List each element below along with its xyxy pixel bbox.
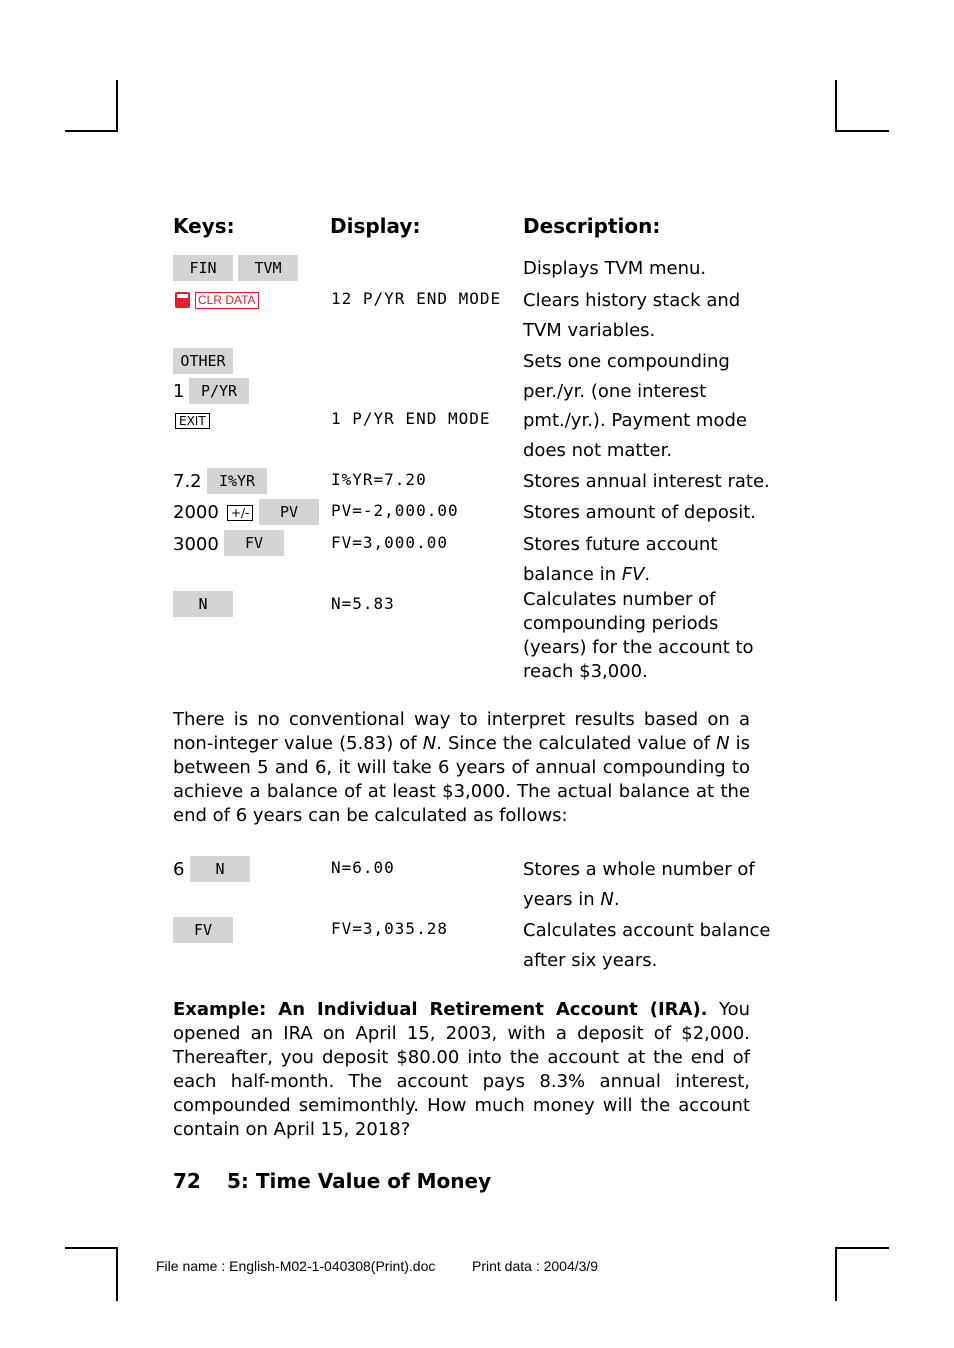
description-text: TVM variables. bbox=[523, 320, 656, 341]
description-text: compounding periods bbox=[523, 613, 719, 634]
description-text: does not matter. bbox=[523, 440, 673, 461]
page-number: 72 bbox=[173, 1169, 201, 1193]
description-text: balance in FV. bbox=[523, 564, 651, 585]
display-readout: PV=-2,000.00 bbox=[331, 501, 459, 520]
crop-mark-bottom-right-v bbox=[835, 1247, 837, 1301]
pv-key: PV bbox=[259, 499, 319, 525]
crop-mark-bottom-right-h bbox=[835, 1247, 889, 1249]
display-readout: I%YR=7.20 bbox=[331, 470, 427, 489]
n-key: N bbox=[190, 856, 250, 882]
body-paragraph: There is no conventional way to interpret results based on a non-integer value (5.83) of N. Since the calculated value of N is between 5 and 6, it will take 6 years of annual compounding to achieve a balance of at least $3,000. The actual balance at the end of 6 years can be calculated as follows: bbox=[173, 709, 750, 826]
crop-mark-bottom-left-h bbox=[65, 1247, 118, 1249]
description-text: Sets one compounding bbox=[523, 351, 730, 372]
description-text: Calculates number of bbox=[523, 589, 716, 610]
iyr-key: I%YR bbox=[207, 468, 267, 494]
description-text: Displays TVM menu. bbox=[523, 258, 707, 279]
description-text: per./yr. (one interest bbox=[523, 381, 707, 402]
description-text: Stores a whole number of bbox=[523, 859, 755, 880]
crop-mark-bottom-left-v bbox=[116, 1247, 118, 1301]
keys-header: Keys: bbox=[173, 214, 235, 238]
display-readout: FV=3,035.28 bbox=[331, 919, 448, 938]
display-readout: N=5.83 bbox=[331, 594, 395, 613]
description-text: Calculates account balance bbox=[523, 920, 771, 941]
description-text: reach $3,000. bbox=[523, 661, 648, 682]
display-readout: 1 P/YR END MODE bbox=[331, 409, 491, 428]
description-text: Stores amount of deposit. bbox=[523, 502, 757, 523]
key-entry-number: 1 bbox=[173, 381, 185, 402]
key-entry-number: 3000 bbox=[173, 534, 219, 555]
file-name-footer: File name : English-M02-1-040308(Print).doc bbox=[156, 1258, 436, 1274]
description-text: after six years. bbox=[523, 950, 658, 971]
description-text: Clears history stack and bbox=[523, 290, 741, 311]
crop-mark-top-left-v bbox=[116, 80, 118, 132]
example-title: Example: An Individual Retirement Account (IRA). bbox=[173, 999, 708, 1020]
crop-mark-top-left-h bbox=[65, 130, 118, 132]
chapter-title: 5: Time Value of Money bbox=[227, 1169, 492, 1193]
description-text: pmt./yr.). Payment mode bbox=[523, 410, 747, 431]
change-sign-key: +/- bbox=[227, 505, 253, 521]
fin-key: FIN bbox=[173, 255, 233, 281]
crop-mark-top-right-v bbox=[835, 80, 837, 132]
example-paragraph: Example: An Individual Retirement Account (IRA). You opened an IRA on April 15, 2003, with a deposit of $2,000. Thereafter, you deposit $80.00 into the account at the end of each half-month. The account pays 8.3% annual interest, compounded semimonthly. How much money will the account contain on April 15, 2018? bbox=[173, 999, 751, 1140]
shift-key-icon bbox=[175, 292, 190, 308]
display-header: Display: bbox=[330, 214, 421, 238]
fv-key: FV bbox=[173, 917, 233, 943]
tvm-key: TVM bbox=[238, 255, 298, 281]
key-entry-number: 2000 bbox=[173, 502, 219, 523]
n-key: N bbox=[173, 591, 233, 617]
key-entry-number: 7.2 bbox=[173, 471, 202, 492]
fv-key: FV bbox=[224, 530, 284, 556]
exit-key: EXIT bbox=[175, 413, 210, 429]
print-date-footer: Print data : 2004/3/9 bbox=[472, 1258, 599, 1274]
description-text: Stores annual interest rate. bbox=[523, 471, 770, 492]
display-readout: FV=3,000.00 bbox=[331, 533, 448, 552]
display-readout: N=6.00 bbox=[331, 858, 395, 877]
clr-data-key: CLR DATA bbox=[195, 292, 259, 309]
description-text: Stores future account bbox=[523, 534, 718, 555]
description-text: years in N. bbox=[523, 889, 620, 910]
display-readout: 12 P/YR END MODE bbox=[331, 289, 502, 308]
other-key: OTHER bbox=[173, 348, 233, 374]
pyr-key: P/YR bbox=[189, 378, 249, 404]
key-entry-number: 6 bbox=[173, 859, 185, 880]
description-header: Description: bbox=[523, 214, 661, 238]
description-text: (years) for the account to bbox=[523, 637, 754, 658]
crop-mark-top-right-h bbox=[835, 130, 889, 132]
